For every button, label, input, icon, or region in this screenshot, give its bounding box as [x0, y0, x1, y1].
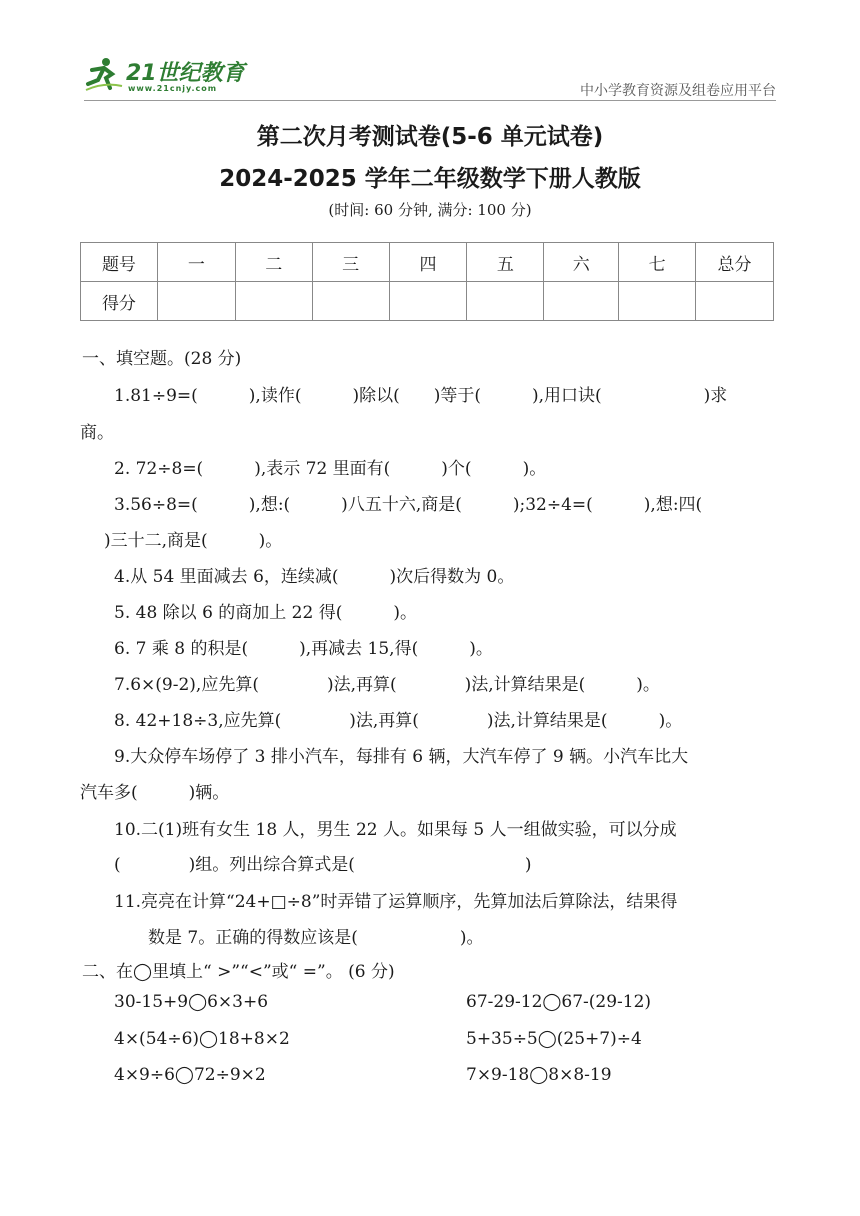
exam-title: 第二次月考测试卷(5-6 单元试卷): [256, 124, 604, 150]
compare-item: 67-29-12◯67-(29-12): [466, 992, 652, 1012]
table-cell: 一: [157, 243, 235, 282]
score-cell[interactable]: [544, 282, 619, 321]
exam-subtitle: 2024-2025 学年二年级数学下册人教版: [219, 166, 641, 192]
table-cell: 五: [467, 243, 544, 282]
question-line: 8. 42+18÷3,应先算( )法,再算( )法,计算结果是( )。: [114, 711, 683, 731]
table-cell: 七: [619, 243, 696, 282]
question-line: 9.大众停车场停了 3 排小汽车，每排有 6 辆，大汽车停了 9 辆。小汽车比大: [114, 747, 689, 767]
table-cell: 总分: [696, 243, 774, 282]
question-line: )三十二,商是( )。: [104, 531, 283, 551]
score-table: [80, 242, 774, 321]
platform-name: 中小学教育资源及组卷应用平台: [580, 83, 776, 99]
question-line: 汽车多( )辆。: [80, 783, 230, 803]
compare-item: 7×9-18◯8×8-19: [466, 1065, 612, 1085]
compare-item: 4×9÷6◯72÷9×2: [114, 1065, 266, 1085]
score-table-header-row: [81, 243, 774, 282]
table-cell: 题号: [81, 243, 158, 282]
logo-text: 21世纪教育: [126, 61, 245, 86]
compare-item: 5+35÷5◯(25+7)÷4: [466, 1029, 642, 1049]
score-cell[interactable]: [389, 282, 467, 321]
question-line: 6. 7 乘 8 的积是( ),再减去 15,得( )。: [114, 639, 493, 659]
score-cell[interactable]: [696, 282, 774, 321]
question-line: 5. 48 除以 6 的商加上 22 得( )。: [114, 603, 417, 623]
question-line: 商。: [80, 423, 114, 443]
table-cell: 六: [544, 243, 619, 282]
logo-url: www.21cnjy.com: [128, 84, 218, 93]
question-line: 10.二(1)班有女生 18 人，男生 22 人。如果每 5 人一组做实验，可以分成: [114, 820, 677, 840]
section2-title: 二、在◯里填上“ >”“<”或“ =”。 (6 分): [82, 962, 395, 982]
table-cell: 二: [235, 243, 312, 282]
question-line: 数是 7。正确的得数应该是( )。: [148, 928, 484, 948]
exam-time-score: (时间: 60 分钟, 满分: 100 分): [328, 201, 532, 219]
score-table-score-row: [81, 282, 774, 321]
question-line: ( )组。列出综合算式是( ): [114, 855, 532, 875]
question-line: 4.从 54 里面减去 6，连续减( )次后得数为 0。: [114, 567, 515, 587]
score-cell[interactable]: [235, 282, 312, 321]
score-cell[interactable]: [312, 282, 389, 321]
compare-item: 30-15+9◯6×3+6: [114, 992, 269, 1012]
compare-item: 4×(54÷6)◯18+8×2: [114, 1029, 290, 1049]
table-cell: 得分: [81, 282, 158, 321]
header-divider: [84, 100, 776, 101]
logo: [84, 54, 264, 98]
table-cell: 三: [312, 243, 389, 282]
runner-logo-icon: [84, 56, 124, 92]
score-cell[interactable]: [467, 282, 544, 321]
section1-title: 一、填空题。(28 分): [82, 349, 242, 369]
score-cell[interactable]: [157, 282, 235, 321]
question-line: 2. 72÷8=( ),表示 72 里面有( )个( )。: [114, 459, 547, 479]
score-cell[interactable]: [619, 282, 696, 321]
table-cell: 四: [389, 243, 467, 282]
question-line: 1.81÷9=( ),读作( )除以( )等于( ),用口诀( )求: [114, 386, 728, 406]
question-line: 3.56÷8=( ),想:( )八五十六,商是( );32÷4=( ),想:四(: [114, 495, 703, 515]
question-line: 11.亮亮在计算“24+□÷8”时弄错了运算顺序，先算加法后算除法，结果得: [114, 892, 678, 912]
page-header: [0, 0, 860, 110]
question-line: 7.6×(9-2),应先算( )法,再算( )法,计算结果是( )。: [114, 675, 660, 695]
